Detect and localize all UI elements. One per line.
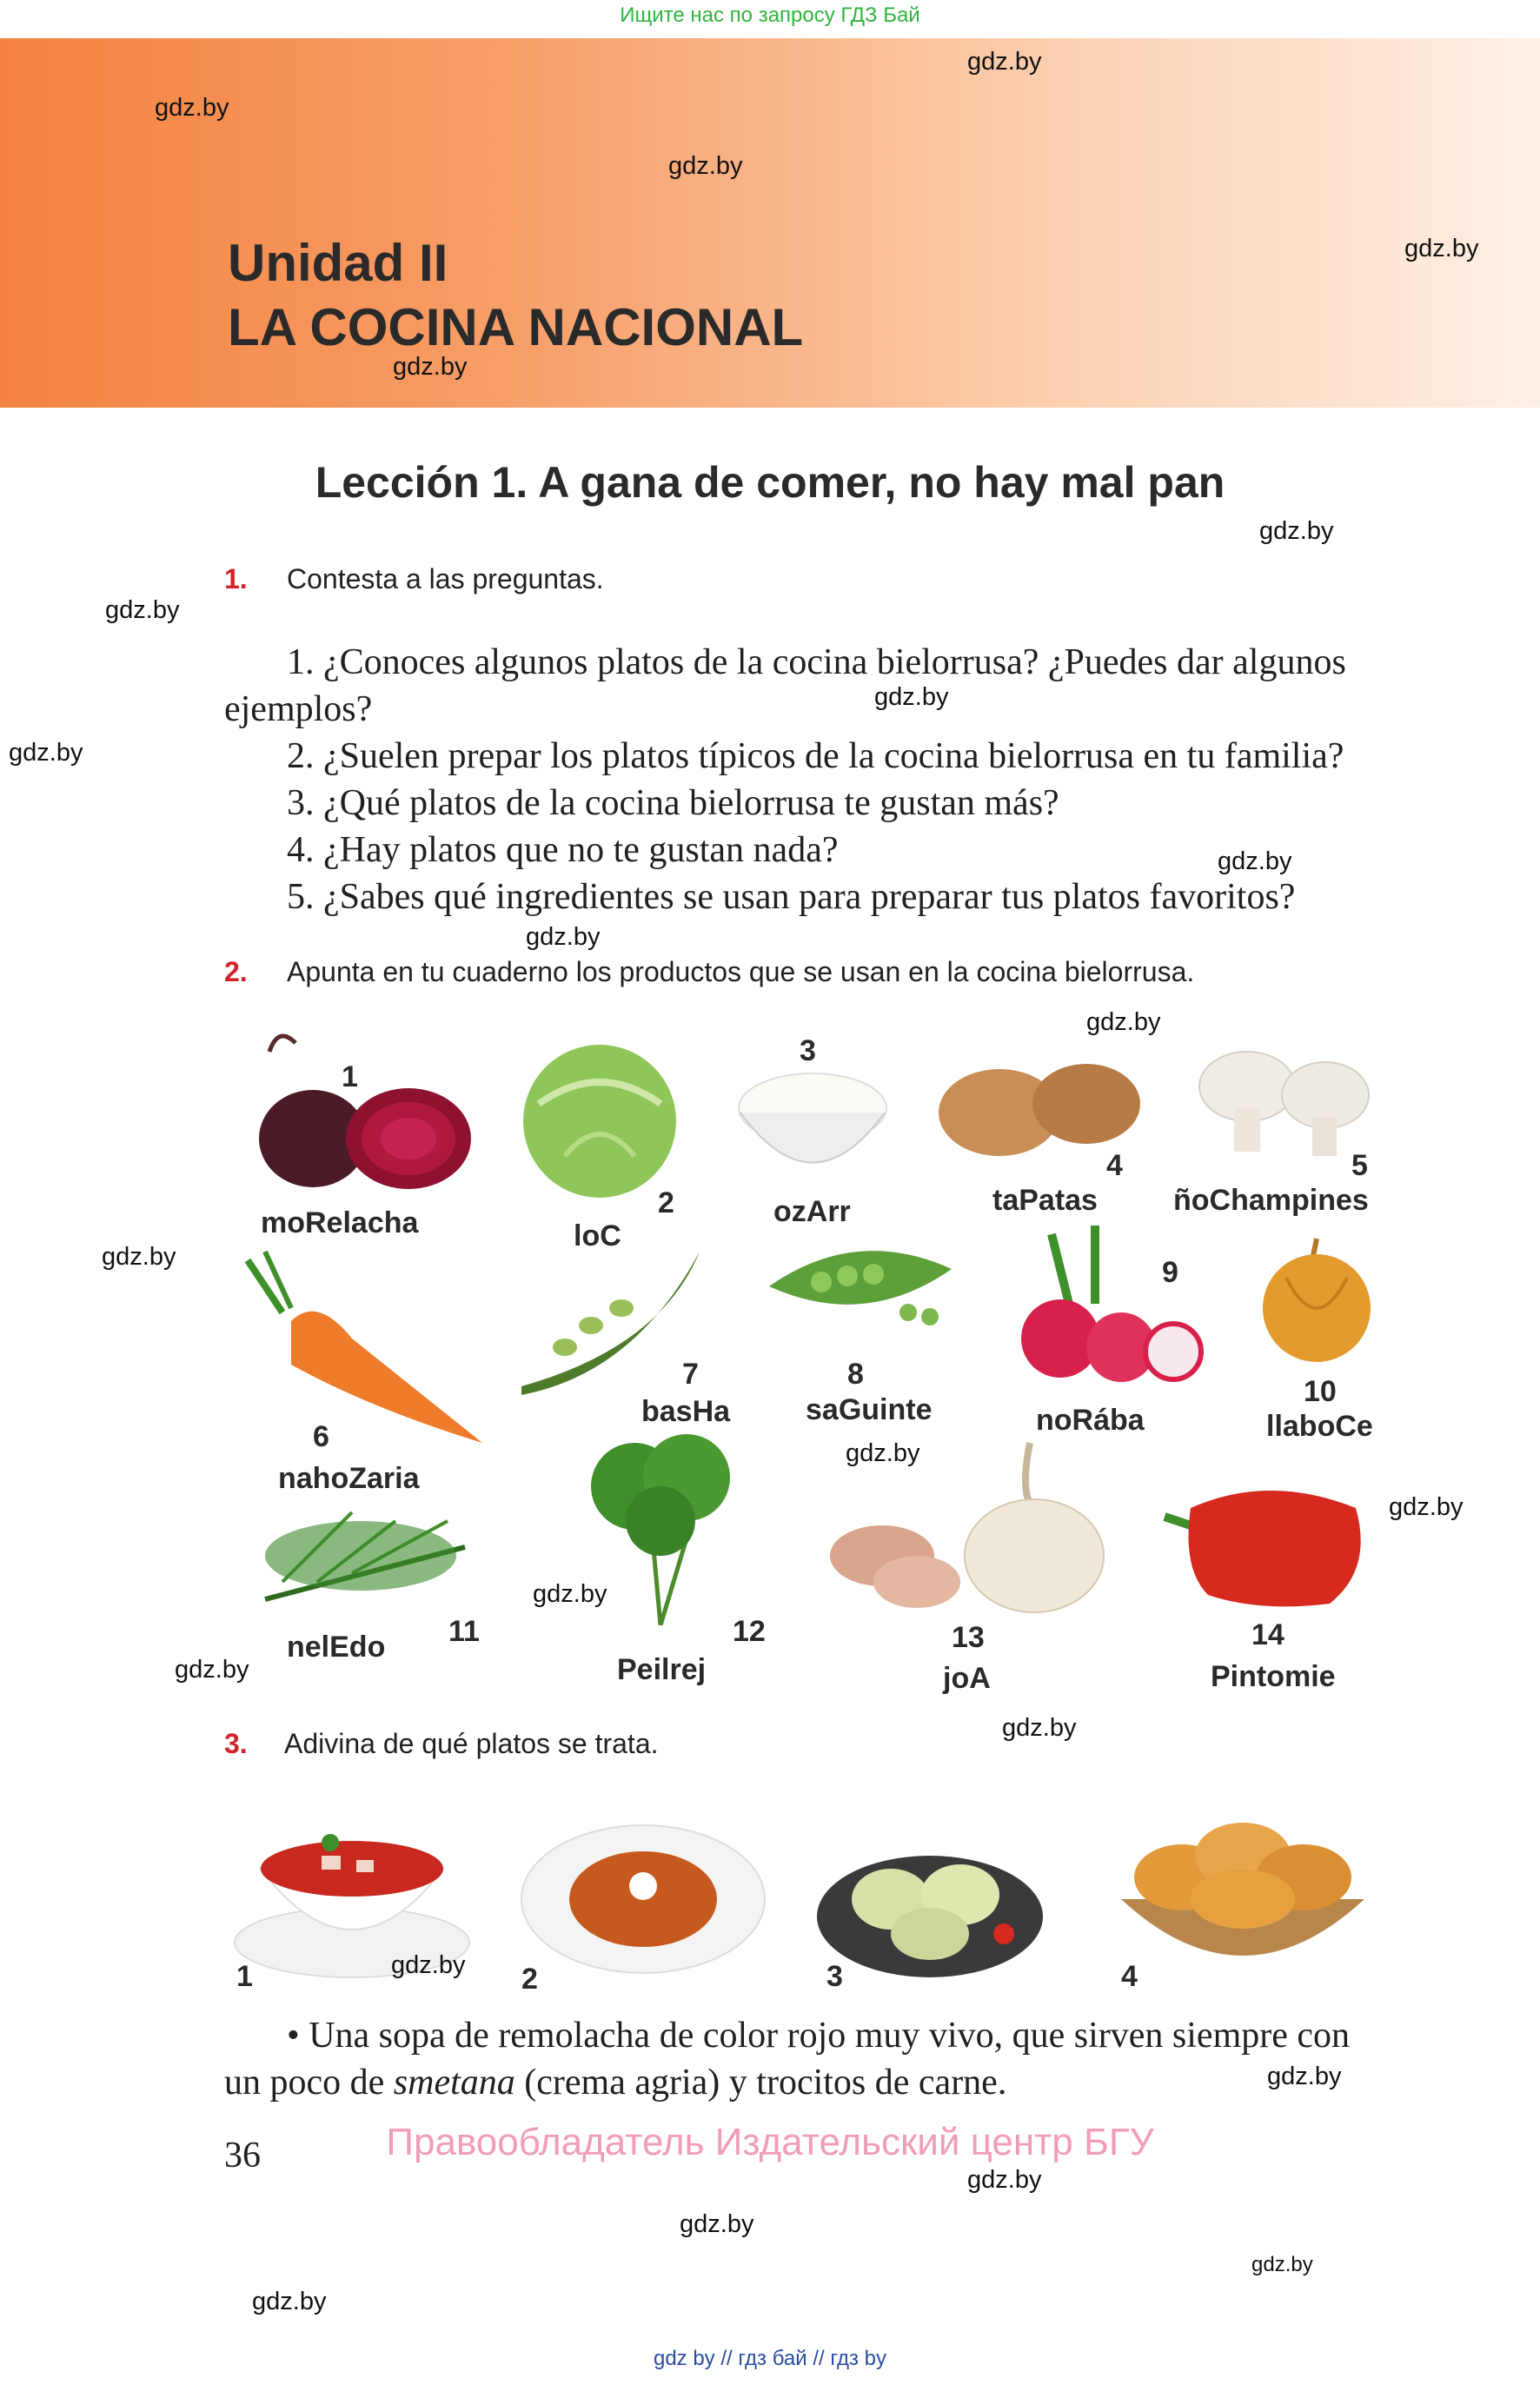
item-5-number: 5: [1351, 1149, 1368, 1182]
dish-4-number: 4: [1121, 1960, 1138, 1993]
watermark: gdz.by: [1404, 235, 1479, 262]
watermark: gdz.by: [680, 2210, 754, 2238]
page-number: 36: [224, 2136, 261, 2176]
clue-line-2: [224, 2062, 1006, 2103]
top-search-note: Ищите нас по запросу ГДЗ Бай: [620, 3, 920, 27]
question-3: 3. ¿Qué platos de la cocina bielorrusa te gustan más?: [287, 783, 1059, 823]
watermark: gdz.by: [846, 1439, 920, 1467]
item-14-word: Pintomie: [1211, 1660, 1336, 1693]
question-2: 2. ¿Suelen prepar los platos típicos de la cocina bielorrusa en tu familia?: [287, 736, 1344, 776]
watermark: gdz.by: [252, 2288, 327, 2315]
item-10-word: llaboCe: [1266, 1410, 1373, 1443]
question-1: 1. ¿Conoces algunos platos de la cocina bielorrusa? ¿Puedes dar algunos: [287, 642, 1346, 682]
item-12-word: Peilrej: [617, 1653, 707, 1686]
exercise-2-number: 2.: [224, 956, 248, 987]
pies-basket-image: [1112, 1795, 1373, 1986]
golubtsy-image: [813, 1804, 1047, 1986]
item-6-word: nahoZaria: [278, 1462, 420, 1495]
watermark: gdz.by: [175, 1656, 249, 1684]
clue-italic-word: smetana: [393, 2063, 515, 2103]
item-14-number: 14: [1251, 1618, 1284, 1651]
cabbage-image: [513, 1026, 687, 1199]
watermark: gdz.by: [155, 94, 229, 122]
watermark: gdz.by: [1251, 2253, 1313, 2276]
item-5-word: ñoChampines: [1173, 1184, 1369, 1217]
item-13-word: joA: [943, 1662, 991, 1695]
question-1-cont: ejemplos?: [224, 689, 373, 729]
item-1-number: 1: [342, 1060, 358, 1093]
item-1-word: moRelacha: [261, 1206, 419, 1239]
dish-2-number: 2: [521, 1963, 538, 1996]
clue-line-2-start: un poco de: [224, 2063, 394, 2103]
clue-line-2-end: (crema agria) y trocitos de carne.: [514, 2063, 1007, 2103]
solyanka-image: [517, 1817, 769, 1982]
watermark: gdz.by: [1086, 1008, 1161, 1036]
item-8-word: saGuinte: [806, 1393, 933, 1426]
item-12-number: 12: [733, 1615, 766, 1648]
exercise-1-instruction: Contesta a las preguntas.: [287, 563, 604, 595]
unit-number-title: Unidad II: [228, 234, 448, 292]
watermark: gdz.by: [1389, 1493, 1464, 1521]
item-9-number: 9: [1162, 1256, 1178, 1289]
unit-name-title: LA COCINA NACIONAL: [228, 298, 804, 356]
watermark: gdz.by: [967, 2166, 1042, 2194]
dish-3-number: 3: [826, 1960, 843, 1993]
watermark: gdz.by: [391, 1951, 466, 1979]
watermark: gdz.by: [668, 152, 743, 180]
watermark: gdz.by: [967, 48, 1042, 76]
item-2-number: 2: [658, 1186, 674, 1219]
rice-bowl-image: [730, 1065, 895, 1186]
dish-1-number: 1: [236, 1960, 253, 1993]
watermark: gdz.by: [526, 923, 601, 951]
item-4-word: taPatas: [992, 1184, 1098, 1217]
beetroot-image: [243, 1026, 478, 1199]
clue-line-1: • Una sopa de remolacha de color rojo muy vivo, que sirven siempre con: [287, 2016, 1351, 2056]
exercise-1-number: 1.: [224, 563, 248, 595]
watermark: gdz.by: [1002, 1714, 1077, 1742]
onion-image: [1251, 1234, 1382, 1365]
exercise-3-number: 3.: [224, 1728, 248, 1759]
item-3-word: ozArr: [773, 1195, 851, 1228]
radish-image: [982, 1217, 1225, 1391]
item-6-number: 6: [313, 1420, 329, 1453]
peas-image: [760, 1234, 960, 1347]
item-8-number: 8: [847, 1358, 864, 1391]
dill-image: [248, 1495, 482, 1617]
item-10-number: 10: [1304, 1375, 1337, 1408]
watermark: gdz.by: [393, 353, 468, 381]
watermark: gdz.by: [1218, 847, 1292, 875]
item-7-number: 7: [682, 1358, 699, 1391]
watermark: gdz.by: [533, 1580, 607, 1608]
watermark: gdz.by: [105, 596, 180, 624]
item-4-number: 4: [1106, 1149, 1123, 1182]
pepper-image: [1147, 1473, 1373, 1612]
item-13-number: 13: [952, 1621, 985, 1654]
question-4: 4. ¿Hay platos que no te gustan nada?: [287, 830, 839, 870]
exercise-2-instruction: Apunta en tu cuaderno los productos que se usan en la cocina bielorrusa.: [287, 956, 1195, 987]
item-11-number: 11: [448, 1615, 480, 1648]
item-11-word: nelEdo: [287, 1631, 386, 1664]
watermark: gdz.by: [874, 683, 949, 711]
carrot-image: [230, 1243, 491, 1452]
item-3-number: 3: [800, 1034, 816, 1067]
rights-holder-note: Правообладатель Издательский центр БГУ: [386, 2121, 1154, 2163]
exercise-3-instruction: Adivina de qué platos se trata.: [284, 1728, 659, 1759]
watermark: gdz.by: [9, 739, 83, 767]
footer-note: gdz by // гдз бай // гдз by: [653, 2347, 887, 2370]
lesson-title: Lección 1. A gana de comer, no hay mal pan: [315, 458, 1225, 507]
item-9-word: noRába: [1036, 1404, 1145, 1437]
watermark: gdz.by: [1267, 2063, 1342, 2090]
question-5: 5. ¿Sabes qué ingredientes se usan para preparar tus platos favoritos?: [287, 877, 1296, 917]
item-7-word: basHa: [641, 1395, 731, 1428]
item-2-word: loC: [574, 1219, 621, 1252]
mushrooms-image: [1186, 1034, 1377, 1165]
watermark: gdz.by: [102, 1243, 176, 1271]
watermark: gdz.by: [1259, 517, 1334, 545]
